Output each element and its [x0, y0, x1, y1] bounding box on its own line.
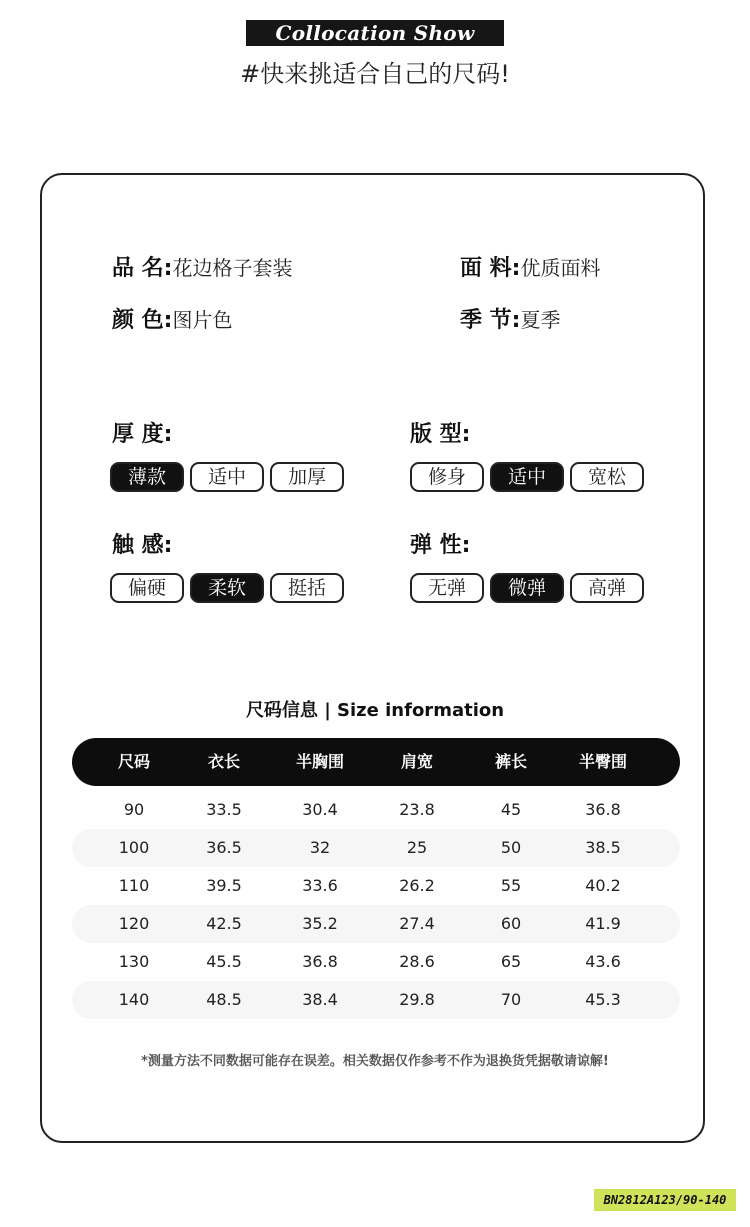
table-cell: 50: [500, 838, 522, 857]
table-cell: 48.5: [206, 990, 242, 1009]
table-cell: 39.5: [206, 876, 242, 895]
table-cell: 130: [118, 952, 150, 971]
fit-option-slim: 修身: [410, 462, 484, 492]
table-cell: 33.5: [206, 800, 242, 819]
thickness-option-thick: 加厚: [270, 462, 344, 492]
measurement-disclaimer: *测量方法不同数据可能存在误差。相关数据仅作参考不作为退换货凭据敬请谅解!: [141, 1054, 609, 1069]
elasticity-option-none: 无弹: [410, 573, 484, 603]
info-season-key: 季 节:: [460, 308, 521, 333]
table-cell: 90: [123, 800, 145, 819]
info-color: [112, 306, 232, 335]
page-subtitle: #快来挑适合自己的尺码!: [240, 60, 510, 88]
table-cell: 42.5: [206, 914, 242, 933]
table-row: [72, 829, 680, 867]
table-row: [72, 981, 680, 1019]
table-cell: 33.6: [302, 876, 338, 895]
header-half-chest: 半胸围: [295, 752, 344, 771]
table-cell: 35.2: [302, 914, 338, 933]
info-product-name-key: 品 名:: [112, 256, 173, 281]
touch-option-crisp: 挺括: [270, 573, 344, 603]
info-fabric: [460, 254, 600, 283]
table-cell: 26.2: [399, 876, 435, 895]
table-cell: 28.6: [399, 952, 435, 971]
table-cell: 36.8: [302, 952, 338, 971]
touch-option-soft: 柔软: [190, 573, 264, 603]
touch-options: [110, 573, 344, 603]
fit-option-regular: 适中: [490, 462, 564, 492]
table-cell: 65: [500, 952, 522, 971]
info-season: [460, 306, 560, 335]
table-cell: 55: [500, 876, 522, 895]
thickness-option-medium: 适中: [190, 462, 264, 492]
fit-options: [410, 462, 644, 492]
thickness-title: 厚 度:: [112, 422, 173, 447]
header-shoulder: 肩宽: [400, 752, 433, 771]
table-cell: 36.5: [206, 838, 242, 857]
table-cell: 140: [118, 990, 150, 1009]
table-cell: 25: [406, 838, 428, 857]
info-season-value: 夏季: [520, 308, 561, 332]
touch-title: 触 感:: [112, 533, 173, 558]
table-cell: 38.4: [302, 990, 338, 1009]
table-cell: 36.8: [585, 800, 621, 819]
table-row: [72, 943, 680, 981]
fit-title: 版 型:: [410, 422, 471, 447]
info-color-value: 图片色: [172, 308, 233, 332]
header-size: 尺码: [117, 752, 150, 771]
elasticity-option-high: 高弹: [570, 573, 644, 603]
table-row: [72, 905, 680, 943]
header-half-hip: 半臀围: [578, 752, 627, 771]
thickness-option-thin: 薄款: [110, 462, 184, 492]
table-cell: 45.3: [585, 990, 621, 1009]
table-cell: 70: [500, 990, 522, 1009]
elasticity-title: 弹 性:: [410, 533, 471, 558]
table-row: [72, 867, 680, 905]
fit-option-loose: 宽松: [570, 462, 644, 492]
table-cell: 30.4: [302, 800, 338, 819]
elasticity-option-slight: 微弹: [490, 573, 564, 603]
table-cell: 38.5: [585, 838, 621, 857]
table-row: [72, 791, 680, 829]
table-cell: 29.8: [399, 990, 435, 1009]
table-cell: 32: [309, 838, 331, 857]
info-fabric-value: 优质面料: [520, 256, 601, 280]
table-cell: 40.2: [585, 876, 621, 895]
thickness-options: [110, 462, 344, 492]
table-cell: 110: [118, 876, 150, 895]
elasticity-options: [410, 573, 644, 603]
info-product-name-value: 花边格子套装: [172, 256, 293, 280]
table-cell: 27.4: [399, 914, 435, 933]
table-cell: 45: [500, 800, 522, 819]
touch-option-stiff: 偏硬: [110, 573, 184, 603]
size-table-header: [72, 738, 680, 786]
header-length: 衣长: [207, 752, 240, 771]
table-cell: 60: [500, 914, 522, 933]
table-cell: 100: [118, 838, 150, 857]
product-code-label: BN2812A123/90-140: [594, 1189, 736, 1211]
table-cell: 41.9: [585, 914, 621, 933]
collocation-show-banner: Collocation Show: [246, 20, 504, 46]
table-cell: 45.5: [206, 952, 242, 971]
size-table-title: 尺码信息 | Size information: [245, 700, 505, 721]
table-cell: 120: [118, 914, 150, 933]
table-cell: 23.8: [399, 800, 435, 819]
header-pants-length: 裤长: [494, 752, 527, 771]
info-product-name: [112, 254, 292, 283]
table-cell: 43.6: [585, 952, 621, 971]
info-fabric-key: 面 料:: [460, 256, 521, 281]
info-color-key: 颜 色:: [112, 308, 173, 333]
